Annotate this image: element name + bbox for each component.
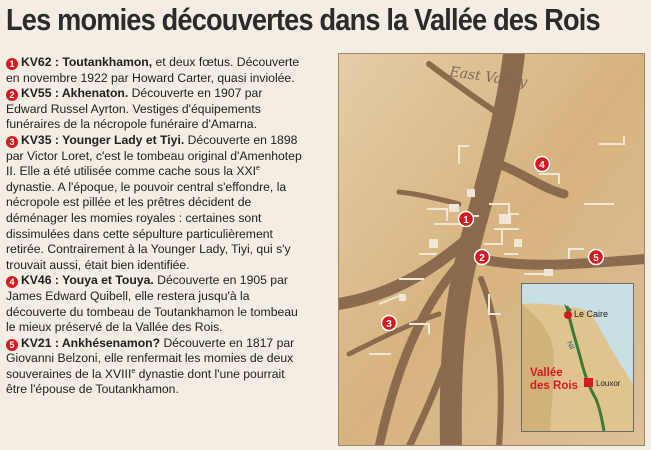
map-marker-5 — [589, 250, 604, 265]
entry-text: Découverte en 1898 par Victor Loret, c'est le tombeau original d'Amenhotep II. Elle a été utilisée comme cache sous la XXI — [6, 132, 302, 179]
entry-heading: KV55 : Akhenaton. — [21, 86, 129, 101]
map-marker-3 — [382, 316, 397, 331]
superscript: e — [131, 367, 136, 375]
luxor-marker — [584, 378, 593, 387]
entry-text-cont: dynastie. A l'époque, le pouvoir central s'effondre, la nécropole est pillée et les prêtres décident de déménager les momies royales : certaines sont dissimulées dans cette sépulture particulièrement retirée. Contrairement à la Younger Lady, Tiyi, qui s'y trouvait aussi, était bien identifiée. — [6, 179, 291, 272]
entry-kv55 — [6, 86, 306, 133]
cairo-label: Le Caire — [574, 309, 609, 319]
entry-text: Découverte en 1907 par Edward Russel Ayrton. Vestiges d'équipements funéraires de la nécropole funéraire d'Amarna. — [6, 86, 263, 132]
marker-badge: 5 — [6, 339, 18, 351]
nile-label: Nil — [565, 340, 575, 351]
entry-text: Découverte en 1817 par Giovanni Belzoni, elle renfermait les momies de deux souveraines de la XVIII — [6, 335, 295, 381]
entry-heading: KV21 : Ankhésenamon? — [21, 335, 161, 350]
svg-text:1: 1 — [463, 215, 469, 226]
map-marker-4 — [535, 157, 550, 172]
egypt-inset-map — [521, 283, 634, 432]
east-valley-label: East Valley — [448, 64, 529, 91]
entry-heading: KV46 : Youya et Touya. — [21, 273, 154, 288]
valley-label — [530, 367, 578, 392]
mummy-list — [6, 55, 306, 398]
luxor-label: Louxor — [596, 379, 621, 388]
entry-kv62 — [6, 55, 306, 86]
cairo-marker — [564, 311, 572, 319]
entry-text: et deux fœtus. Découverte en novembre 1922 par Howard Carter, quasi inviolée. — [6, 55, 300, 85]
inset-drawing — [522, 284, 633, 431]
svg-text:3: 3 — [386, 319, 392, 330]
valley-label-line2: des Rois — [530, 379, 578, 392]
entry-kv35 — [6, 133, 306, 273]
entry-kv46 — [6, 273, 306, 335]
entry-text-cont: dynastie dont l'une pourrait être l'épouse de Toutankhamon. — [6, 366, 285, 397]
entry-heading: KV62 : Toutankhamon, — [21, 55, 153, 69]
entry-kv21 — [6, 336, 306, 398]
svg-text:4: 4 — [539, 160, 545, 171]
entry-heading: KV35 : Younger Lady et Tiyi. — [21, 132, 185, 147]
svg-text:5: 5 — [593, 253, 599, 264]
map-marker-1 — [459, 212, 474, 227]
map-marker-2 — [475, 250, 490, 265]
superscript: e — [255, 165, 260, 173]
page-title: Les momies découvertes dans la Vallée des Rois — [6, 3, 600, 37]
entry-text: Découverte en 1905 par James Edward Quibell, elle restera jusqu'à la découverte du tombeau de Toutankhamon le tombeau le mieux préservé de la Vallée des Rois. — [6, 273, 298, 335]
marker-badge: 2 — [6, 89, 18, 101]
marker-badge: 3 — [6, 136, 18, 148]
valley-label-line1: Vallée — [530, 367, 563, 379]
marker-badge: 4 — [6, 276, 18, 288]
marker-badge: 1 — [6, 58, 18, 70]
svg-text:2: 2 — [479, 253, 485, 264]
